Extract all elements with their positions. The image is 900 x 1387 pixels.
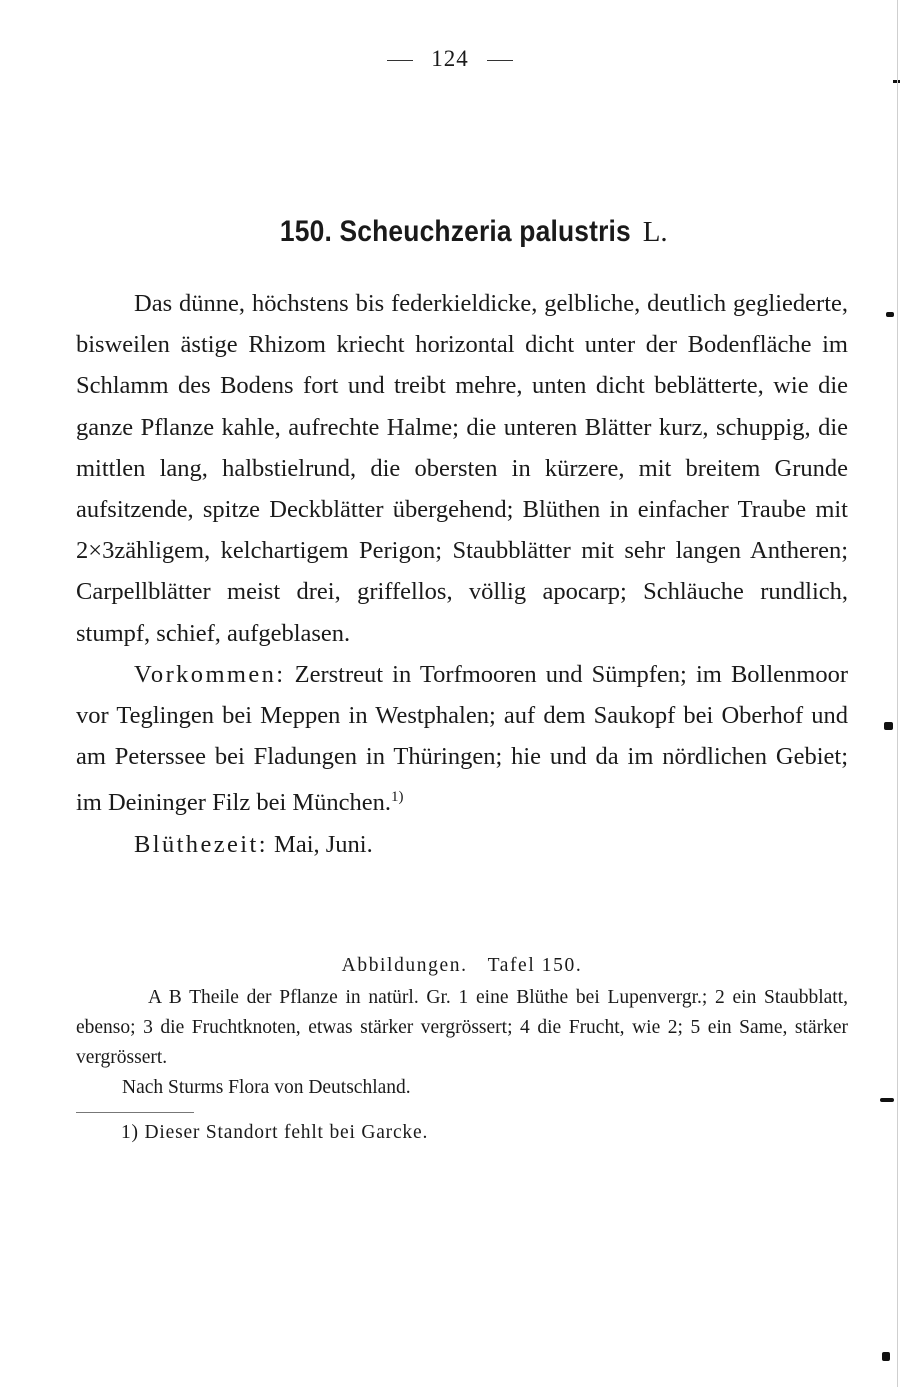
footnote-marker: 1): [391, 789, 404, 806]
illustrations-heading-line: [76, 951, 848, 981]
scan-edge-mark: [882, 1352, 890, 1361]
page-number: 124: [431, 46, 469, 71]
illustrations-heading: Abbildungen.: [341, 955, 468, 976]
species-title: [0, 215, 900, 249]
plate-label: Tafel 150.: [487, 955, 583, 976]
flowering-paragraph: [76, 824, 848, 865]
scan-edge-line: [897, 0, 898, 1387]
flowering-text: Mai, Juni.: [274, 830, 373, 858]
footnote-divider: [76, 1112, 194, 1113]
illustrations-section: [76, 951, 848, 1103]
footnote: 1) Dieser Standort fehlt bei Garcke.: [121, 1122, 429, 1143]
occurrence-text: Zerstreut in Torfmooren und Sümpfen; im Bollenmoor vor Teglingen bei Meppen in Westphalen; auf dem Saukopf bei Oberhof und am Peterssee bei Fladungen in Thüringen; hie und da im nördlichen Gebiet; im Deininger Filz bei München.: [76, 660, 848, 817]
flowering-label: Blüthezeit:: [134, 830, 268, 858]
scan-edge-mark: [884, 722, 893, 730]
right-dash: [487, 60, 513, 61]
scan-edge-mark: [886, 312, 894, 317]
description-paragraph: Das dünne, höchstens bis federkieldicke, gelbliche, deutlich gegliederte, bisweilen ästige Rhizom kriecht horizontal dicht unter der Bodenfläche im Schlamm des Bodens fort und treibt mehre, unten dicht beblätterte, wie die ganze Pflanze kahle, aufrechte Halme; die unteren Blätter kurz, schuppig, die mittlen lang, halbstielrund, die obersten in kürzere, mit breitem Grunde aufsitzende, spitze Deckblätter übergehend; Blüthen in einfacher Traube mit 2×3zähligem, kelchartigem Perigon; Staubblätter mit sehr langen Antheren; Carpellblätter meist drei, griffellos, völlig apocarp; Schläuche rundlich, stumpf, schief, aufgeblasen.: [76, 290, 848, 647]
illustrations-caption: A B Theile der Pflanze in natürl. Gr. 1 eine Blüthe bei Lupenvergr.; 2 ein Staubblatt, ebenso; 3 die Fruchtknoten, etwas stärker vergrössert; 4 die Frucht, wie 2; 5 ein Same, stärker vergrössert.: [76, 987, 848, 1068]
occurrence-paragraph: [76, 654, 848, 824]
main-text: [76, 283, 848, 865]
page-number-line: [0, 46, 900, 72]
illustrations-source: Nach Sturms Flora von Deutschland.: [122, 1077, 411, 1098]
left-dash: [387, 60, 413, 61]
occurrence-label: Vorkommen:: [134, 660, 286, 688]
scan-edge-mark: [880, 1098, 894, 1102]
species-number-and-name: 150. Scheuchzeria palustris: [280, 215, 632, 248]
species-author: L.: [642, 216, 668, 248]
